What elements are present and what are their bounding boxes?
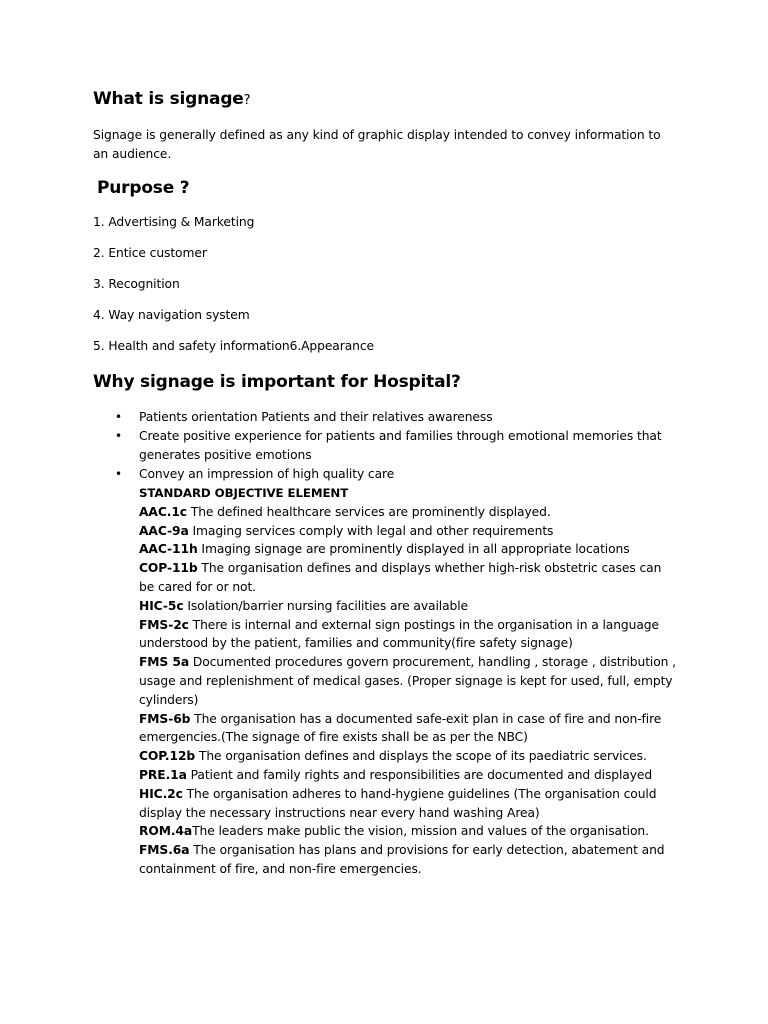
standard-code: PRE.1a [139, 767, 187, 782]
standard-entry [139, 841, 679, 879]
bullet-item: • Convey an impression of high quality care [139, 465, 679, 484]
purpose-item: 3. Recognition [93, 277, 180, 291]
standard-code: COP.12b [139, 749, 196, 764]
standard-code: COP-11b [139, 561, 198, 576]
heading-text: What is signage [93, 89, 244, 109]
bullet-list [139, 408, 679, 879]
purpose-item: 2. Entice customer [93, 246, 207, 260]
standard-text: Imaging signage are prominently displayed in all appropriate locations [197, 542, 630, 557]
bullet-item: • Create positive experience for patients and families through emotional memories that generates positive emotions [139, 427, 679, 465]
standard-text: Imaging services comply with legal and other requirements [188, 523, 554, 538]
definition-paragraph: Signage is generally defined as any kind of graphic display intended to convey information to an audience. [93, 128, 661, 161]
standard-entry [139, 653, 679, 709]
standard-text: There is internal and external sign postings in the organisation in a language understood by the patient, families and community(fire safety signage) [139, 617, 659, 651]
standard-entry [139, 503, 679, 522]
standard-code: HIC.2c [139, 786, 183, 801]
heading-suffix: ? [243, 93, 251, 108]
standard-code: FMS-2c [139, 617, 189, 632]
standard-code: ROM.4a [139, 824, 193, 839]
standards-block [139, 484, 679, 879]
purpose-item: 1. Advertising & Marketing [93, 215, 255, 229]
standard-text: The organisation adheres to hand-hygiene guidelines (The organisation could display the necessary instructions near every hand washing Area) [139, 786, 657, 820]
bullet-item: • Patients orientation Patients and their relatives awareness [139, 408, 679, 427]
standard-text: The organisation has a documented safe-exit plan in case of fire and non-fire emergencies.(The signage of fire exists shall be as per the NBC) [139, 711, 662, 745]
standard-entry [139, 710, 679, 748]
standard-entry [139, 822, 679, 841]
standard-entry [139, 559, 679, 597]
standard-text: The organisation has plans and provisions for early detection, abatement and containment of fire, and non-fire emergencies. [139, 843, 665, 876]
standard-entry [139, 766, 679, 785]
heading-why-signage-important: Why signage is important for Hospital? [93, 372, 461, 392]
standard-text: The defined healthcare services are prominently displayed. [186, 504, 551, 519]
standard-code: FMS-6b [139, 711, 191, 726]
standard-code: FMS.6a [139, 843, 190, 858]
standard-entry [139, 522, 679, 541]
standard-text: The leaders make public the vision, mission and values of the organisation. [192, 824, 649, 839]
standard-code: AAC-9a [139, 523, 189, 538]
standard-code: AAC.1c [139, 504, 187, 519]
standard-entry [139, 747, 679, 766]
purpose-item: 5. Health and safety information6.Appearance [93, 339, 374, 353]
standard-entry [139, 597, 679, 616]
standard-text: Isolation/barrier nursing facilities are available [183, 598, 468, 613]
standard-code: AAC-11h [139, 542, 198, 557]
standards-header: STANDARD OBJECTIVE ELEMENT [139, 486, 349, 500]
standard-text: Documented procedures govern procurement, handling , storage , distribution , usage and replenishment of medical gases. (Proper signage is kept for used, full, empty cylinders) [139, 655, 676, 707]
standard-entry [139, 785, 679, 823]
heading-what-is-signage [93, 89, 250, 109]
heading-purpose: Purpose ? [97, 178, 190, 198]
standard-entry [139, 616, 679, 654]
standard-text: The organisation defines and displays the scope of its paediatric services. [195, 749, 647, 764]
purpose-item: 4. Way navigation system [93, 308, 250, 322]
standard-entry [139, 540, 679, 559]
standard-text: The organisation defines and displays whether high-risk obstetric cases can be cared for or not. [139, 561, 662, 594]
standard-code: HIC-5c [139, 598, 184, 613]
standard-text: Patient and family rights and responsibilities are documented and displayed [186, 767, 653, 782]
standard-code: FMS 5a [139, 655, 190, 670]
